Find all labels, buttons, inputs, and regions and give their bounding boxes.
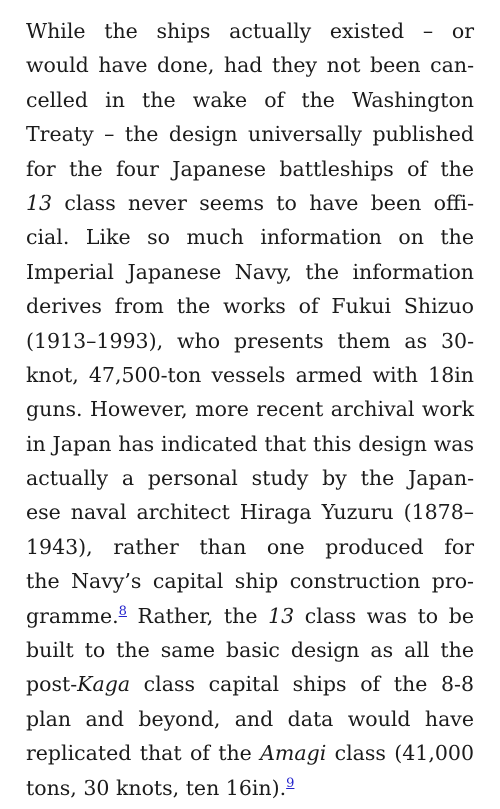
- text-segment: class capital ships of the 8-8: [130, 672, 474, 697]
- text-segment: Treaty – the design universally published: [26, 122, 474, 147]
- text-segment: tons, 30 knots, ten 16in).: [26, 775, 287, 800]
- text-line: [26, 186, 474, 220]
- text-segment: replicated that of the: [26, 741, 261, 766]
- text-segment: would have done, had they not been can-: [26, 53, 474, 78]
- text-line: [26, 14, 474, 48]
- text-line: [26, 392, 474, 426]
- text-segment: post-: [26, 672, 78, 697]
- text-segment: in Japan has indicated that this design was: [26, 431, 474, 456]
- text-segment: guns. However, more recent archival work: [26, 397, 474, 422]
- text-segment: knot, 47,500-ton vessels armed with 18in: [26, 362, 474, 387]
- text-line: [26, 48, 474, 82]
- text-segment: ese naval architect Hiraga Yuzuru (1878–: [26, 500, 474, 525]
- text-segment: plan and beyond, and data would have: [26, 706, 474, 731]
- text-segment: Rather, the: [126, 603, 269, 628]
- text-segment: for the four Japanese battleships of the: [26, 156, 474, 181]
- text-segment: (1913–1993), who presents them as 30-: [26, 328, 474, 353]
- text-segment: actually a personal study by the Japan-: [26, 466, 474, 491]
- text-segment: derives from the works of Fukui Shizuo: [26, 294, 474, 319]
- italic-text: 13: [26, 190, 53, 215]
- text-segment: celled in the wake of the Washington: [26, 87, 474, 112]
- text-line: [26, 702, 474, 736]
- italic-text: Amagi: [260, 741, 327, 766]
- footnote-ref-link[interactable]: 9: [286, 775, 295, 791]
- text-line: [26, 736, 474, 770]
- italic-text: Kaga: [77, 672, 131, 697]
- body-paragraph: [26, 14, 474, 805]
- text-segment: class (41,000: [326, 741, 474, 766]
- text-line: [26, 633, 474, 667]
- text-line: [26, 117, 474, 151]
- text-segment: While the ships actually existed – or: [26, 19, 474, 43]
- text-line: [26, 427, 474, 461]
- text-line: [26, 667, 474, 701]
- text-segment: 1943), rather than one produced for: [26, 534, 474, 559]
- text-line: [26, 530, 474, 564]
- footnote-ref-link[interactable]: 8: [118, 603, 127, 619]
- text-segment: the Navy’s capital ship construction pro-: [26, 569, 474, 594]
- text-line: [26, 324, 474, 358]
- text-segment: built to the same basic design as all the: [26, 638, 474, 663]
- text-line: [26, 461, 474, 495]
- text-segment: Imperial Japanese Navy, the information: [26, 259, 474, 284]
- text-segment: gramme.: [26, 603, 119, 628]
- text-segment: class never seems to have been offi-: [52, 190, 474, 215]
- text-line: [26, 564, 474, 598]
- text-line: [26, 152, 474, 186]
- text-line: [26, 255, 474, 289]
- text-segment: class was to be: [294, 603, 474, 628]
- italic-text: 13: [268, 603, 295, 628]
- text-line: [26, 289, 474, 323]
- text-line: [26, 358, 474, 392]
- text-line: [26, 771, 474, 805]
- text-line: [26, 220, 474, 254]
- text-line: [26, 83, 474, 117]
- text-line: [26, 599, 474, 633]
- text-segment: cial. Like so much information on the: [26, 225, 474, 250]
- text-line: [26, 495, 474, 529]
